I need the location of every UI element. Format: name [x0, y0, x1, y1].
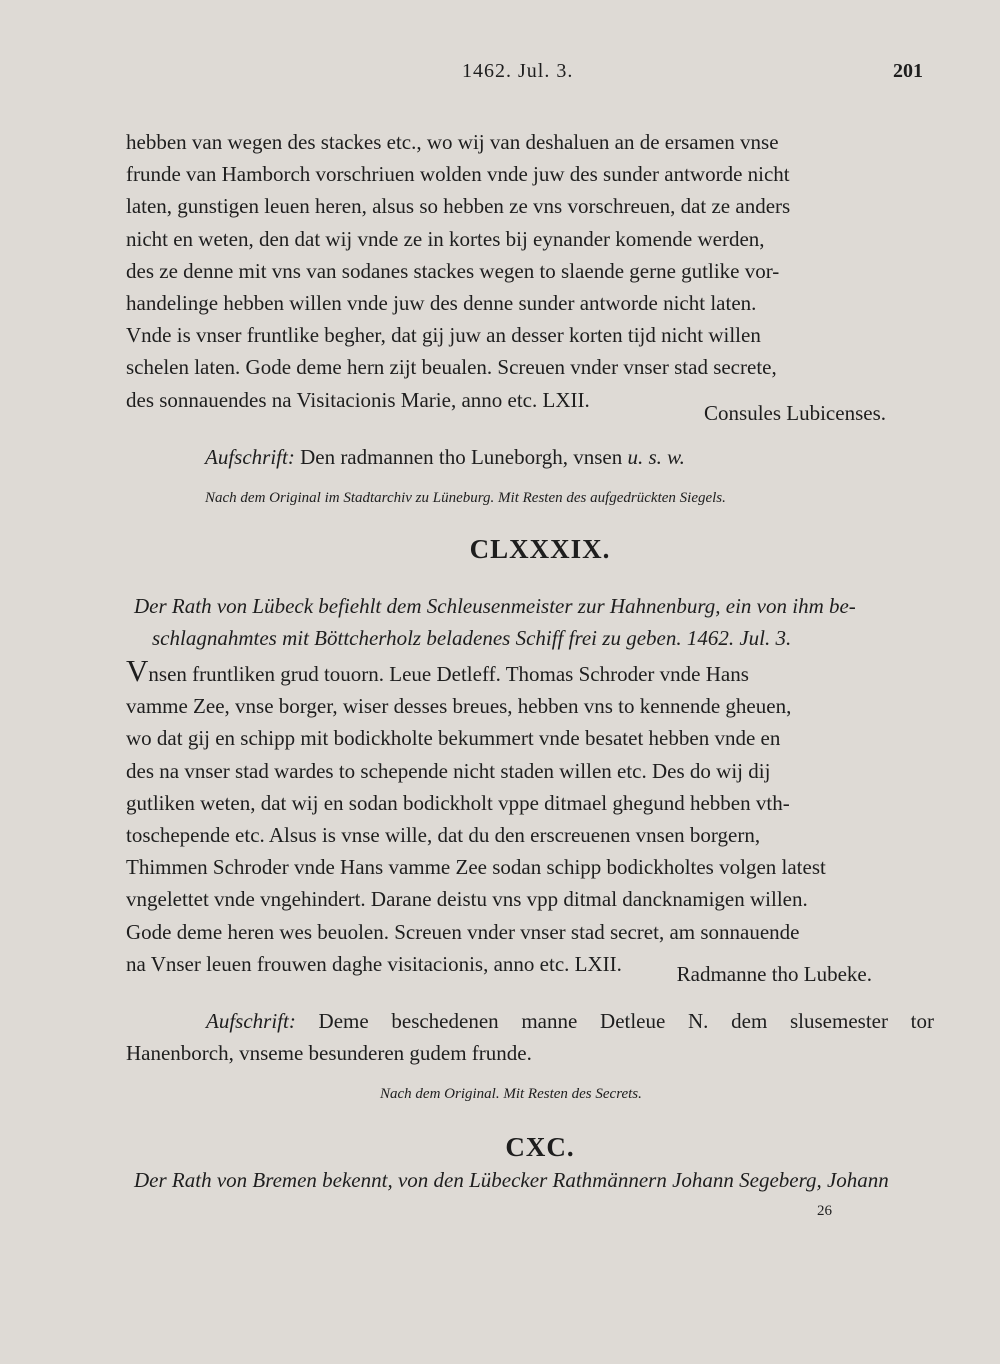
letter-189-body: [126, 653, 934, 980]
aufschrift-line: Hanenborch, vnseme besunderen gudem frunde.: [126, 1041, 532, 1065]
text-line: des ze denne mit vns van sodanes stackes wegen to slaende gerne gutlike vor-: [126, 258, 780, 283]
letter-189-source-note: Nach dem Original. Mit Resten des Secrets.: [380, 1086, 642, 1102]
document-number-189: CLXXXIX.: [469, 534, 611, 564]
page-number: 201: [893, 60, 923, 82]
text-line: schelen laten. Gode deme hern zijt beualen. Screuen vnder vnser stad secrete,: [126, 355, 777, 380]
text-line: gutliken weten, dat wij en sodan bodickholt vppe ditmael ghegund hebben vth-: [126, 790, 790, 815]
letter-189-signature: Radmanne tho Lubeke.: [676, 962, 872, 986]
document-number-190: CXC.: [505, 1132, 575, 1162]
aufschrift-line: [126, 1005, 934, 1037]
document-189-summary: [134, 590, 934, 654]
text-line: toschepende etc. Alsus is vnse wille, dat du den erscreuenen vnsen borgern,: [126, 823, 761, 848]
running-title: 1462. Jul. 3.: [462, 60, 574, 82]
text-line: Thimmen Schroder vnde Hans vamme Zee sodan schipp bodickholtes volgen latest: [126, 855, 826, 880]
text-line: wo dat gij en schipp mit bodickholte bekummert vnde besatet hebben vnde en: [126, 726, 781, 751]
summary-line: Der Rath von Lübeck befiehlt dem Schleusenmeister zur Hahnenburg, ein von ihm be-: [134, 594, 856, 618]
text-line: Vnde is vnser fruntlike begher, dat gij juw an desser korten tijd nicht willen: [126, 323, 761, 348]
text-line: nicht en weten, den dat wij vnde ze in kortes bij eynander komende werden,: [126, 226, 765, 251]
letter-188-source-note: Nach dem Original im Stadtarchiv zu Lüneburg. Mit Resten des aufgedrückten Siegels.: [205, 490, 726, 506]
summary-line: schlagnahmtes mit Böttcherholz beladenes Schiff frei zu geben. 1462. Jul. 3.: [152, 626, 792, 650]
text-line: hebben van wegen des stackes etc., wo wij van deshaluen an de ersamen vnse: [126, 130, 779, 154]
text-line: laten, gunstigen leuen heren, alsus so hebben ze vns vorschreuen, dat ze anders: [126, 194, 791, 219]
aufschrift-label: Aufschrift:: [206, 1009, 296, 1033]
running-header: [0, 60, 1000, 90]
summary-line: Der Rath von Bremen bekennt, von den Lübecker Rathmännern Johann Segeberg, Johann: [134, 1168, 889, 1192]
text-line: [126, 653, 934, 690]
aufschrift-abbreviation: u. s. w.: [627, 445, 685, 469]
text-line: des sonnauendes na Visitacionis Marie, anno etc. LXII.: [126, 387, 590, 412]
text-line: frunde van Hamborch vorschriuen wolden vnde juw des sunder antworde nicht: [126, 162, 790, 187]
aufschrift-text: Den radmannen tho Luneborgh, vnsen: [300, 445, 623, 469]
text-line: na Vnser leuen frouwen daghe visitacionis, anno etc. LXII.: [126, 951, 622, 976]
letter-188-body: [126, 126, 934, 416]
aufschrift-label: Aufschrift:: [205, 445, 295, 469]
aufschrift-text: Deme beschedenen manne Detleue N. dem slusemester tor: [318, 1009, 934, 1033]
text-line: des na vnser stad wardes to schepende nicht staden willen etc. Des do wij dij: [126, 758, 771, 783]
letter-189-aufschrift: [126, 1005, 934, 1069]
initial-letter: V: [126, 653, 149, 688]
document-190-summary: [134, 1164, 946, 1196]
text-line: vamme Zee, vnse borger, wiser desses breues, hebben vns to kennende gheuen,: [126, 694, 792, 719]
text-line: handelinge hebben willen vnde juw des denne sunder antworde nicht laten.: [126, 291, 757, 316]
text-line: Gode deme heren wes beuolen. Screuen vnder vnser stad secret, am sonnauende: [126, 919, 800, 944]
text-line-rest: nsen fruntliken grud touorn. Leue Detleff. Thomas Schroder vnde Hans: [148, 662, 749, 686]
letter-188-aufschrift: [205, 441, 685, 473]
text-line: vngelettet vnde vngehindert. Darane deistu vns vpp ditmal dancknamigen willen.: [126, 887, 808, 912]
letter-188-signature: Consules Lubicenses.: [704, 401, 886, 425]
signature-mark: 26: [817, 1203, 832, 1219]
